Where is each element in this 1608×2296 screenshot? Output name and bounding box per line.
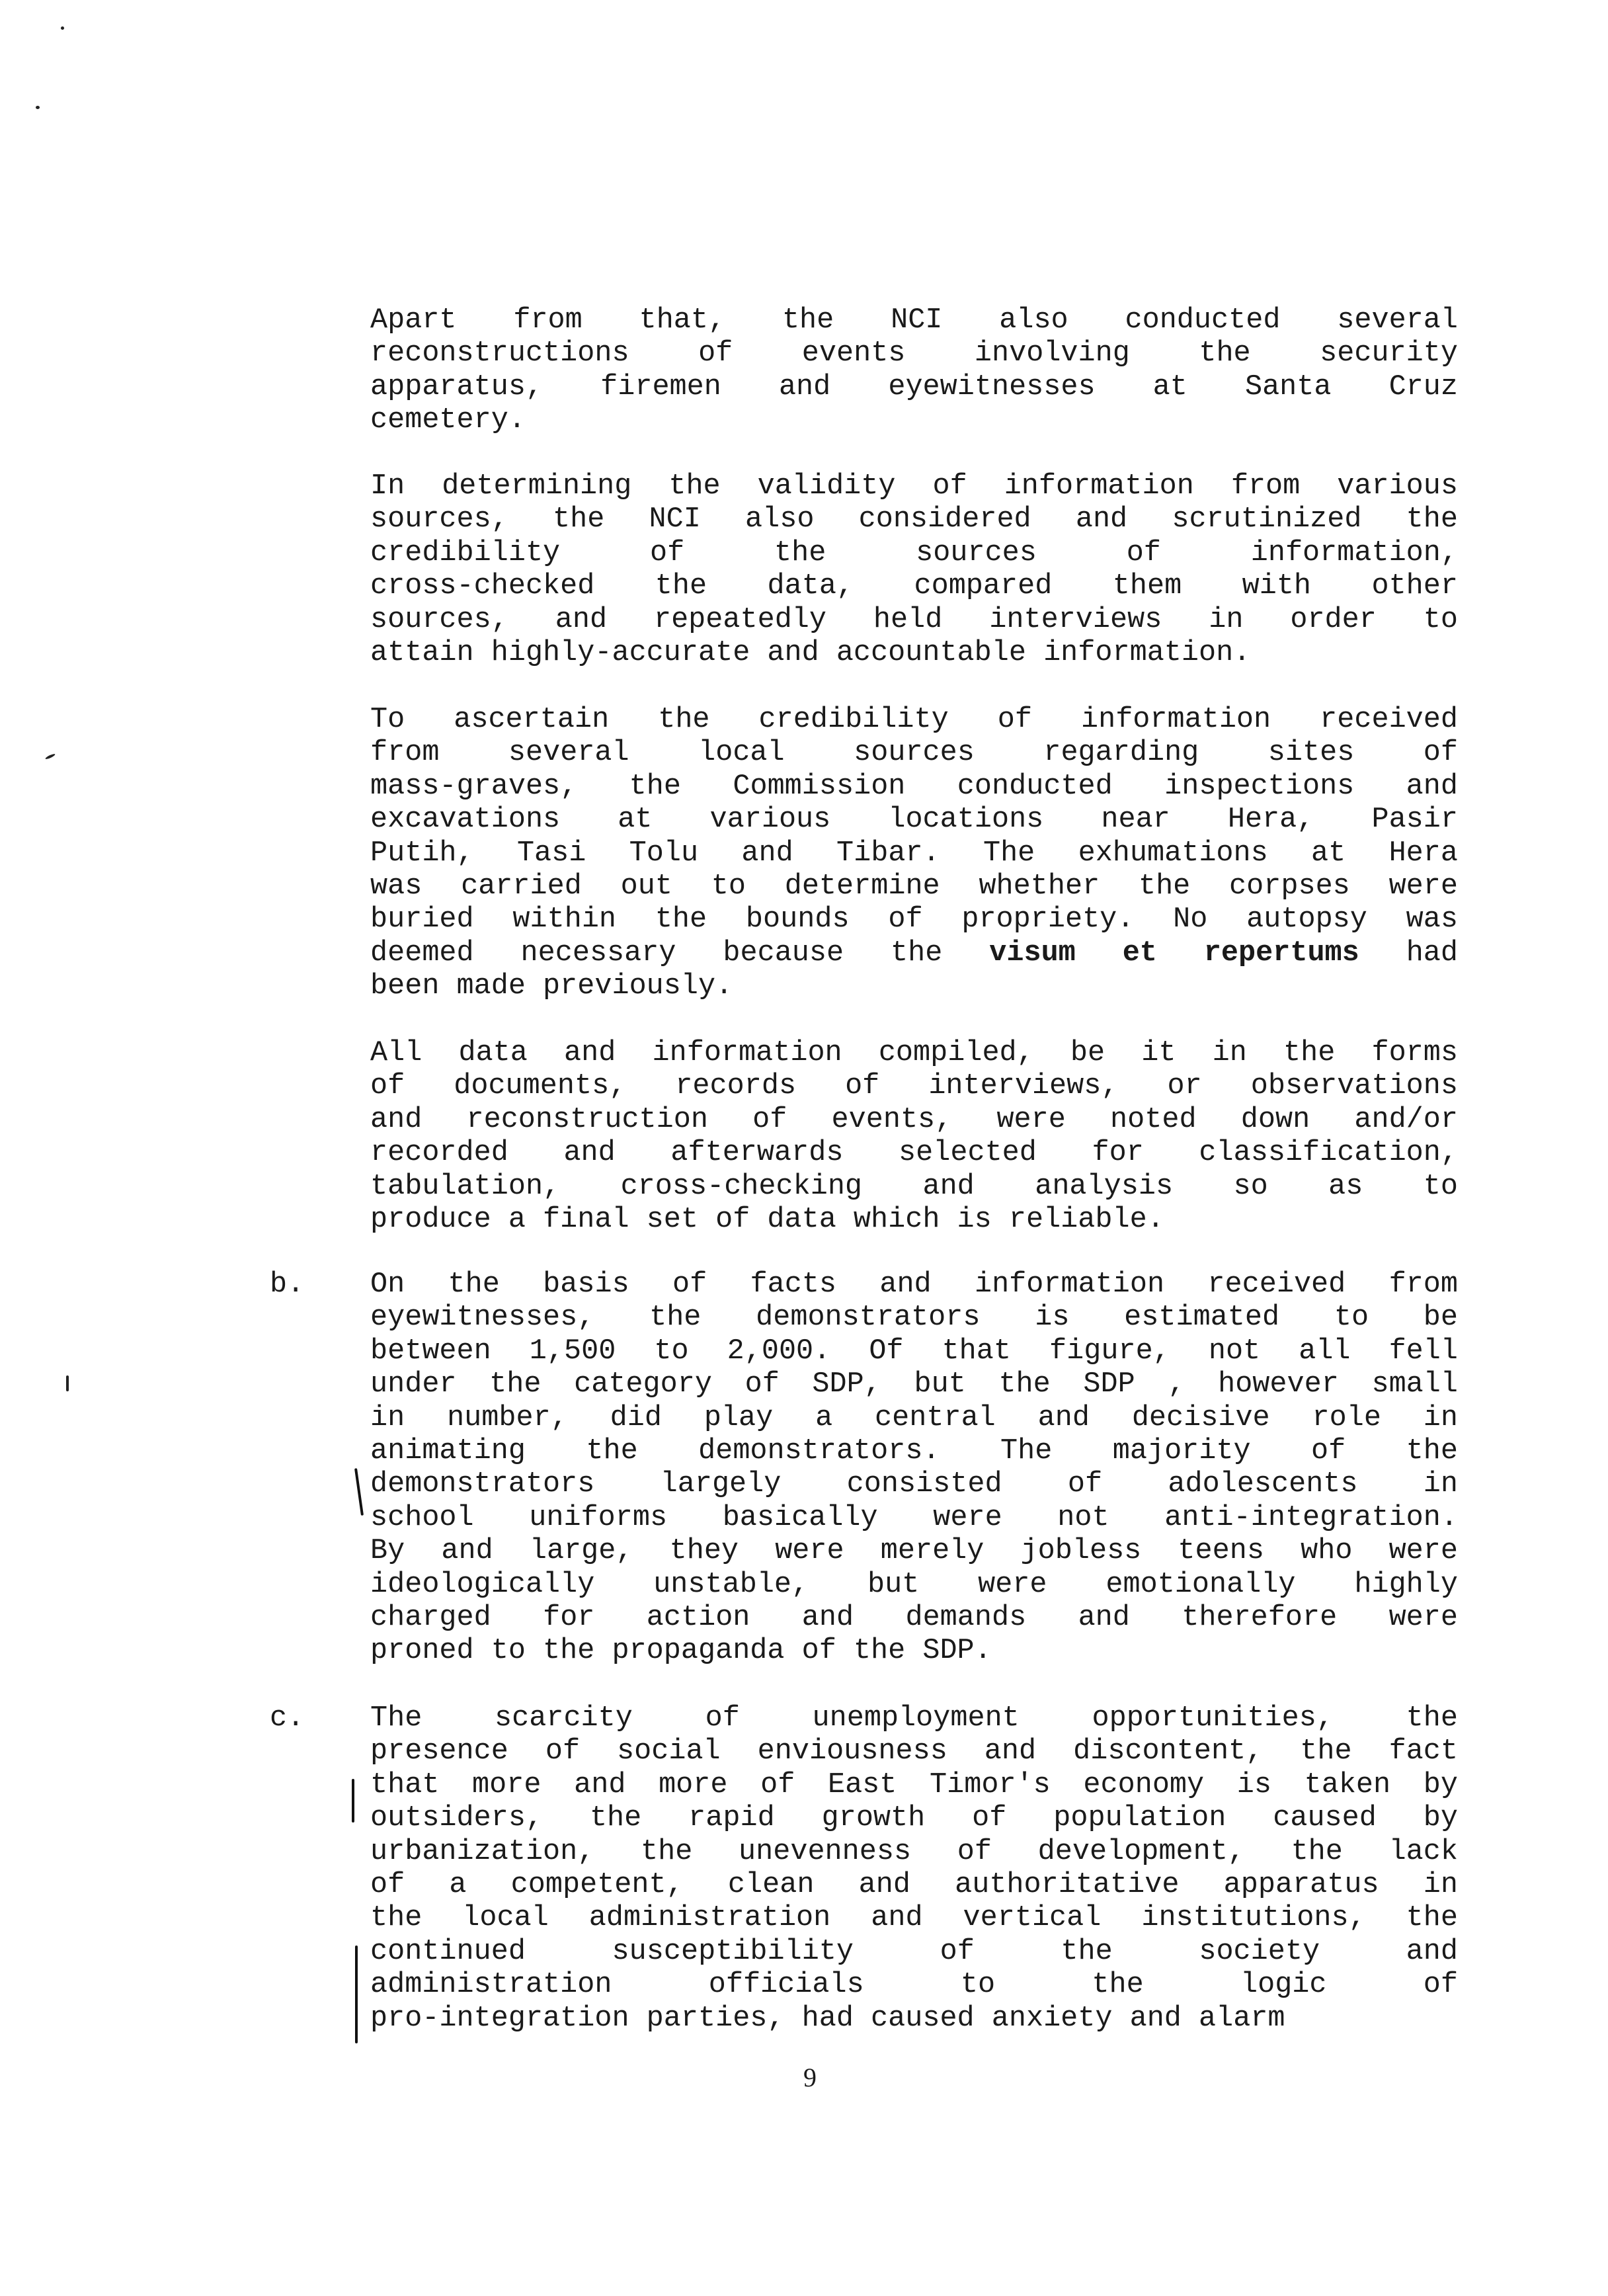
text-line: presence of social enviousness and discontent, the fact <box>370 1735 1458 1768</box>
text-line: buried within the bounds of propriety. No autopsy was <box>370 903 1458 936</box>
text-line: from several local sources regarding sites of <box>370 737 1458 770</box>
text-line: Putih, Tasi Tolu and Tibar. The exhumations at Hera <box>370 837 1458 870</box>
bold-term: visum et repertums <box>989 936 1359 969</box>
text-line: cross-checked the data, compared them with other <box>370 570 1458 603</box>
text-line: All data and information compiled, be it in the forms <box>370 1037 1458 1069</box>
text-line: animating the demonstrators. The majority of the <box>370 1435 1458 1468</box>
text-line: cemetery. <box>370 404 526 437</box>
scan-speck <box>61 26 64 30</box>
text-line: ideologically unstable, but were emotionally highly <box>370 1568 1458 1601</box>
item-marker-b: b. <box>270 1268 305 1301</box>
item-marker-c: c. <box>270 1702 305 1735</box>
text-line: In determining the validity of information from various <box>370 470 1458 503</box>
scan-speck <box>66 1375 69 1391</box>
text-segment: deemed necessary because the <box>370 936 943 969</box>
text-line: urbanization, the unevenness of development, the lack <box>370 1835 1458 1868</box>
text-line: To ascertain the credibility of information received <box>370 704 1458 736</box>
page-number: 9 <box>803 2063 817 2092</box>
margin-mark <box>355 1946 358 2043</box>
text-line: reconstructions of events involving the security <box>370 337 1458 370</box>
text-line: By and large, they were merely jobless teens who were <box>370 1535 1458 1568</box>
text-line: sources, the NCI also considered and scrutinized the <box>370 503 1458 536</box>
paragraph-reconstructions <box>370 304 1458 438</box>
text-line: school uniforms basically were not anti-integration. <box>370 1501 1458 1534</box>
paragraph-mass-graves <box>370 704 1458 1004</box>
text-line: proned to the propaganda of the SDP. <box>370 1635 992 1668</box>
text-line: under the category of SDP, but the SDP , however small <box>370 1368 1458 1401</box>
text-line: in number, did play a central and decisive role in <box>370 1401 1458 1434</box>
text-line: and reconstruction of events, were noted down and/or <box>370 1103 1458 1136</box>
text-line: outsiders, the rapid growth of population caused by <box>370 1802 1458 1835</box>
text-line: demonstrators largely consisted of adolescents in <box>370 1468 1458 1501</box>
text-line: mass-graves, the Commission conducted inspections and <box>370 770 1458 803</box>
text-line: The scarcity of unemployment opportunities, the <box>370 1702 1458 1735</box>
text-line: administration officials to the logic of <box>370 1969 1458 2002</box>
text-line: On the basis of facts and information received from <box>370 1268 1458 1301</box>
paragraph-item-b <box>370 1268 1458 1668</box>
scan-speck <box>36 106 40 109</box>
paragraph-validity <box>370 470 1458 670</box>
text-line: charged for action and demands and therefore were <box>370 1602 1458 1635</box>
text-line: excavations at various locations near Hera, Pasir <box>370 803 1458 837</box>
text-line: that more and more of East Timor's economy is taken by <box>370 1768 1458 1801</box>
text-line: of a competent, clean and authoritative apparatus in <box>370 1869 1458 1902</box>
text-line: apparatus, firemen and eyewitnesses at Santa Cruz <box>370 370 1458 403</box>
text-line: attain highly-accurate and accountable information. <box>370 637 1251 670</box>
text-line-with-bold <box>370 937 1458 970</box>
text-line: of documents, records of interviews, or observations <box>370 1070 1458 1103</box>
scan-speck <box>45 753 56 760</box>
text-line: produce a final set of data which is reliable. <box>370 1204 1164 1237</box>
text-line: the local administration and vertical institutions, the <box>370 1902 1458 1935</box>
margin-mark <box>352 1779 354 1823</box>
text-line: sources, and repeatedly held interviews in order to <box>370 603 1458 636</box>
text-line: tabulation, cross-checking and analysis so as to <box>370 1170 1458 1203</box>
text-line: between 1,500 to 2,000. Of that figure, not all fell <box>370 1334 1458 1368</box>
text-line: pro-integration parties, had caused anxiety and alarm <box>370 2002 1285 2035</box>
text-line: Apart from that, the NCI also conducted several <box>370 304 1458 337</box>
text-line: eyewitnesses, the demonstrators is estimated to be <box>370 1301 1458 1334</box>
text-line: recorded and afterwards selected for classification, <box>370 1137 1458 1170</box>
text-line: been made previously. <box>370 970 733 1003</box>
margin-mark <box>354 1468 364 1516</box>
text-line: credibility of the sources of information, <box>370 536 1458 569</box>
text-line: continued susceptibility of the society and <box>370 1935 1458 1968</box>
paragraph-data-compiled <box>370 1037 1458 1237</box>
paragraph-item-c <box>370 1702 1458 2035</box>
text-line: was carried out to determine whether the corpses were <box>370 870 1458 903</box>
text-segment: had <box>1406 936 1459 969</box>
